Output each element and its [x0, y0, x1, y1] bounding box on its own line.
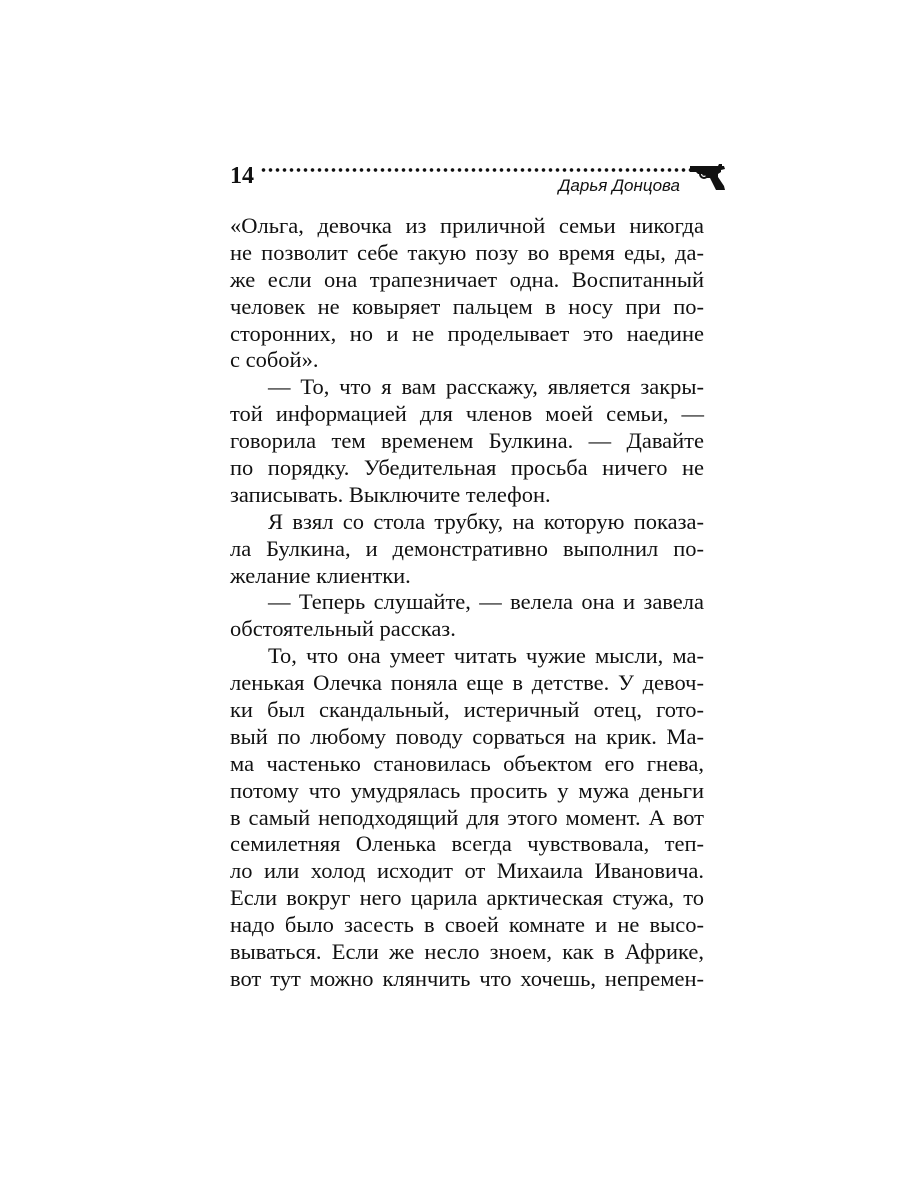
text-line: обстоятельный рассказ.	[230, 616, 456, 642]
author-name: Дарья Донцова	[558, 176, 680, 195]
text-line: по порядку. Убедительная просьба ничего не	[230, 455, 704, 481]
text-line: человек не ковыряет пальцем в носу при по-	[230, 293, 704, 319]
text-line: То, что она умеет читать чужие мысли, ма-	[268, 643, 704, 669]
text-line: надо было засесть в своей комнате и не высо-	[230, 912, 704, 938]
text-line: Я взял со стола трубку, на которую показа-	[268, 508, 704, 534]
text-line: вываться. Если же несло зноем, как в Африке,	[230, 939, 704, 965]
text-line: «Ольга, девочка из приличной семьи никогда	[230, 213, 704, 238]
text-line: вот тут можно клянчить что хочешь, непремен-	[230, 965, 704, 991]
page-body	[230, 213, 704, 993]
text-line: Если вокруг него царила арктическая стужа, то	[230, 885, 704, 911]
text-line: потому что умудрялась просить у мужа деньги	[230, 777, 704, 803]
text-line: сторонних, но и не проделывает это наедине	[230, 320, 704, 346]
text-line: не позволит себе такую позу во время еды, да-	[230, 239, 704, 265]
text-line: говорила тем временем Булкина. — Давайте	[230, 428, 704, 454]
text-line: — Теперь слушайте, — велела она и завела	[268, 589, 704, 615]
page-header	[230, 158, 730, 198]
text-line: — То, что я вам расскажу, является закры-	[268, 374, 704, 400]
dot-leader	[260, 167, 690, 173]
text-line: с собой».	[230, 347, 319, 373]
text-line: желание клиентки.	[230, 562, 411, 588]
text-line: ки был скандальный, истеричный отец, гото-	[230, 697, 704, 723]
text-line: вый по любому поводу сорваться на крик. Ма-	[230, 723, 704, 749]
text-line: ленькая Олечка поняла еще в детстве. У девоч-	[230, 670, 704, 696]
text-line: ла Булкина, и демонстративно выполнил по-	[230, 535, 704, 561]
text-line: ма частенько становилась объектом его гнева,	[230, 750, 704, 776]
text-line: записывать. Выключите телефон.	[230, 481, 551, 507]
text-line: семилетняя Оленька всегда чувствовала, теп-	[230, 831, 704, 857]
text-line: в самый неподходящий для этого момент. А вот	[230, 804, 704, 830]
text-line: же если она трапезничает одна. Воспитанный	[230, 266, 704, 292]
page-number: 14	[230, 163, 254, 189]
text-line: ло или холод исходит от Михаила Ивановича.	[230, 858, 704, 884]
text-line: той информацией для членов моей семьи, —	[230, 401, 704, 427]
revolver-icon	[688, 160, 730, 192]
